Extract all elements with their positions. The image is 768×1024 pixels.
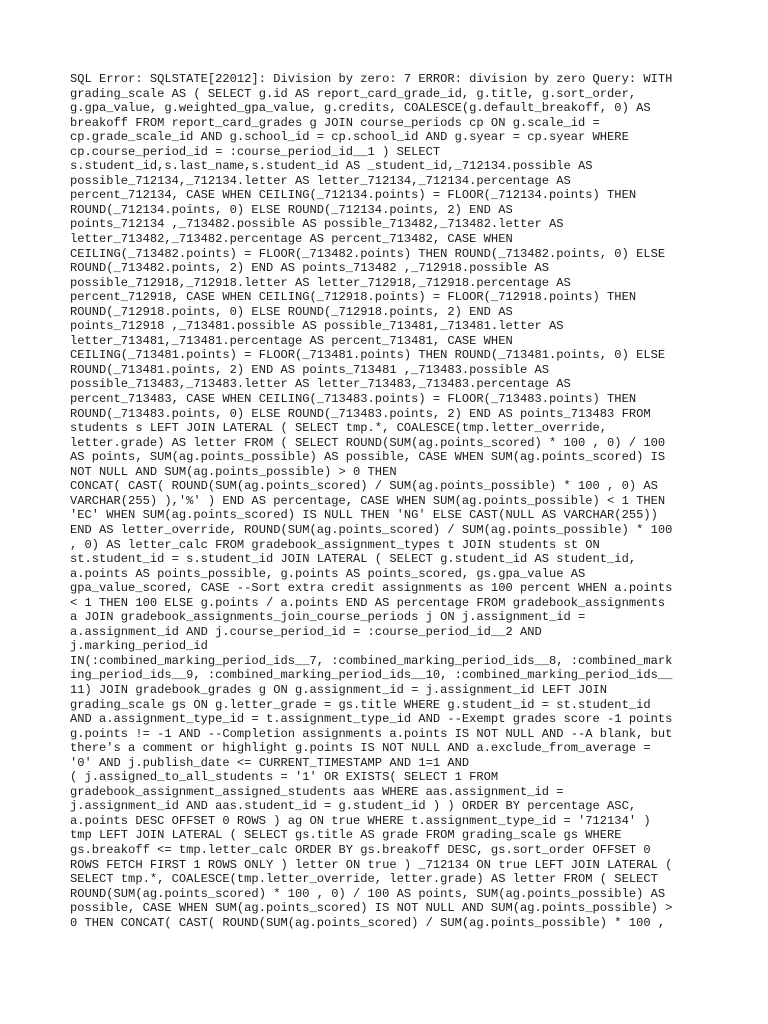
error-text-line: END AS letter_override, ROUND(SUM(ag.points_scored) / SUM(ag.points_possible) * 100 bbox=[70, 522, 673, 537]
error-text-line: points_712134 ,_713482.possible AS possible_713482,_713482.letter AS bbox=[70, 217, 564, 232]
error-text-line: ( j.assigned_to_all_students = '1' OR EXISTS( SELECT 1 FROM bbox=[70, 770, 499, 785]
error-text-line: ROUND(_712918.points, 0) ELSE ROUND(_712918.points, 2) END AS bbox=[70, 304, 513, 319]
error-text-line: possible_712134,_712134.letter AS letter_712134,_712134.percentage AS bbox=[70, 173, 571, 188]
error-text-line: VARCHAR(255) ),'%' ) END AS percentage, CASE WHEN SUM(ag.points_possible) < 1 THEN bbox=[70, 493, 666, 508]
error-text-line: points_712918 ,_713481.possible AS possible_713481,_713481.letter AS bbox=[70, 319, 564, 334]
error-text-line: ROWS FETCH FIRST 1 ROWS ONLY ) letter ON true ) _712134 ON true LEFT JOIN LATERAL ( bbox=[70, 857, 673, 872]
error-text-line: percent_713483, CASE WHEN CEILING(_713483.points) = FLOOR(_713483.points) THEN bbox=[70, 392, 637, 407]
error-text-line: SELECT tmp.*, COALESCE(tmp.letter_override, letter.grade) AS letter FROM ( SELECT bbox=[70, 872, 658, 887]
error-text-line: tmp LEFT JOIN LATERAL ( SELECT gs.title AS grade FROM grading_scale gs WHERE bbox=[70, 828, 622, 843]
error-text-line: AND a.assignment_type_id = t.assignment_type_id AND --Exempt grades score -1 points bbox=[70, 712, 673, 727]
error-text-line: AS points, SUM(ag.points_possible) AS possible, CASE WHEN SUM(ag.points_scored) IS bbox=[70, 450, 666, 465]
error-text-line: CEILING(_713482.points) = FLOOR(_713482.points) THEN ROUND(_713482.points, 0) ELSE bbox=[70, 246, 666, 261]
error-text-line: CEILING(_713481.points) = FLOOR(_713481.points) THEN ROUND(_713481.points, 0) ELSE bbox=[70, 348, 666, 363]
error-text-line: letter_713481,_713481.percentage AS percent_713481, CASE WHEN bbox=[70, 333, 513, 348]
error-text-line: possible, CASE WHEN SUM(ag.points_scored) IS NOT NULL AND SUM(ag.points_possible) > bbox=[70, 901, 673, 916]
error-text-line: grading_scale gs ON g.letter_grade = gs.title WHERE g.student_id = st.student_id bbox=[70, 697, 651, 712]
error-text-line: a.points AS points_possible, g.points AS points_scored, gs.gpa_value AS bbox=[70, 566, 586, 581]
error-text-line: 'EC' WHEN SUM(ag.points_scored) IS NULL THEN 'NG' ELSE CAST(NULL AS VARCHAR(255)) bbox=[70, 508, 658, 523]
error-text-line: j.assignment_id AND aas.student_id = g.student_id ) ) ORDER BY percentage ASC, bbox=[70, 799, 637, 814]
error-text-line: CONCAT( CAST( ROUND(SUM(ag.points_scored) / SUM(ag.points_possible) * 100 , 0) AS bbox=[70, 479, 658, 494]
error-text-line: s.student_id,s.last_name,s.student_id AS _student_id,_712134.possible AS bbox=[70, 159, 593, 174]
error-text-line: ROUND(_712134.points, 0) ELSE ROUND(_712134.points, 2) END AS bbox=[70, 202, 513, 217]
error-text-line: percent_712918, CASE WHEN CEILING(_712918.points) = FLOOR(_712918.points) THEN bbox=[70, 290, 637, 305]
error-text-line: g.points != -1 AND --Completion assignments a.points IS NOT NULL AND --A blank, but bbox=[70, 726, 673, 741]
error-text-line: ROUND(SUM(ag.points_scored) * 100 , 0) / 100 AS points, SUM(ag.points_possible) AS bbox=[70, 886, 666, 901]
error-text-line: ROUND(_713481.points, 2) END AS points_713481 ,_713483.possible AS bbox=[70, 362, 549, 377]
error-text-line: ing_period_ids__9, :combined_marking_period_ids__10, :combined_marking_period_ids__ bbox=[70, 668, 673, 683]
error-text-line: SQL Error: SQLSTATE[22012]: Division by zero: 7 ERROR: division by zero Query: WITH bbox=[70, 72, 673, 86]
error-text-line: gs.breakoff <= tmp.letter_calc ORDER BY gs.breakoff DESC, gs.sort_order OFFSET 0 bbox=[70, 842, 651, 857]
error-text-line: a.points DESC OFFSET 0 ROWS ) ag ON true WHERE t.assignment_type_id = '712134' ) bbox=[70, 813, 651, 828]
error-text-line: , 0) AS letter_calc FROM gradebook_assignment_types t JOIN students st ON bbox=[70, 537, 600, 552]
error-text-line: students s LEFT JOIN LATERAL ( SELECT tmp.*, COALESCE(tmp.letter_override, bbox=[70, 421, 608, 436]
error-text-line: percent_712134, CASE WHEN CEILING(_712134.points) = FLOOR(_712134.points) THEN bbox=[70, 188, 637, 203]
error-text-line: gradebook_assignment_assigned_students aas WHERE aas.assignment_id = bbox=[70, 784, 564, 799]
error-text-line: < 1 THEN 100 ELSE g.points / a.points END AS percentage FROM gradebook_assignments bbox=[70, 595, 666, 610]
error-text-line: grading_scale AS ( SELECT g.id AS report_card_grade_id, g.title, g.sort_order, bbox=[70, 86, 637, 101]
error-text-line: 11) JOIN gradebook_grades g ON g.assignment_id = j.assignment_id LEFT JOIN bbox=[70, 682, 608, 697]
error-text-line: j.marking_period_id bbox=[70, 639, 208, 654]
error-text-line: there's a comment or highlight g.points IS NOT NULL AND a.exclude_from_average = bbox=[70, 741, 651, 756]
error-text-line: a.assignment_id AND j.course_period_id = :course_period_id__2 AND bbox=[70, 624, 542, 639]
error-text-line: cp.grade_scale_id AND g.school_id = cp.school_id AND g.syear = cp.syear WHERE bbox=[70, 130, 629, 145]
error-text-line: breakoff FROM report_card_grades g JOIN course_periods cp ON g.scale_id = bbox=[70, 115, 600, 130]
error-text-line: '0' AND j.publish_date <= CURRENT_TIMESTAMP AND 1=1 AND bbox=[70, 755, 470, 770]
error-text-line: gpa_value_scored, CASE --Sort extra credit assignments as 100 percent WHEN a.points bbox=[70, 581, 673, 596]
sql-error-document bbox=[70, 72, 698, 930]
error-text-line: letter_713482,_713482.percentage AS percent_713482, CASE WHEN bbox=[70, 232, 513, 247]
error-text-line: NOT NULL AND SUM(ag.points_possible) > 0 THEN bbox=[70, 464, 397, 479]
error-text-line: IN(:combined_marking_period_ids__7, :combined_marking_period_ids__8, :combined_mark bbox=[70, 653, 673, 668]
error-text-line: ROUND(_713482.points, 2) END AS points_713482 ,_712918.possible AS bbox=[70, 261, 549, 276]
error-text-line: letter.grade) AS letter FROM ( SELECT ROUND(SUM(ag.points_scored) * 100 , 0) / 100 bbox=[70, 435, 666, 450]
error-text-line: ROUND(_713483.points, 0) ELSE ROUND(_713483.points, 2) END AS points_713483 FROM bbox=[70, 406, 651, 421]
error-text-line: a JOIN gradebook_assignments_join_course_periods j ON j.assignment_id = bbox=[70, 610, 586, 625]
error-text-line: g.gpa_value, g.weighted_gpa_value, g.credits, COALESCE(g.default_breakoff, 0) AS bbox=[70, 101, 651, 116]
error-text-line: possible_713483,_713483.letter AS letter_713483,_713483.percentage AS bbox=[70, 377, 571, 392]
error-text-line: cp.course_period_id = :course_period_id__1 ) SELECT bbox=[70, 144, 441, 159]
error-text-line: st.student_id = s.student_id JOIN LATERAL ( SELECT g.student_id AS student_id, bbox=[70, 552, 637, 567]
error-text-line: possible_712918,_712918.letter AS letter_712918,_712918.percentage AS bbox=[70, 275, 571, 290]
error-text-line: 0 THEN CONCAT( CAST( ROUND(SUM(ag.points_scored) / SUM(ag.points_possible) * 100 , bbox=[70, 915, 666, 930]
